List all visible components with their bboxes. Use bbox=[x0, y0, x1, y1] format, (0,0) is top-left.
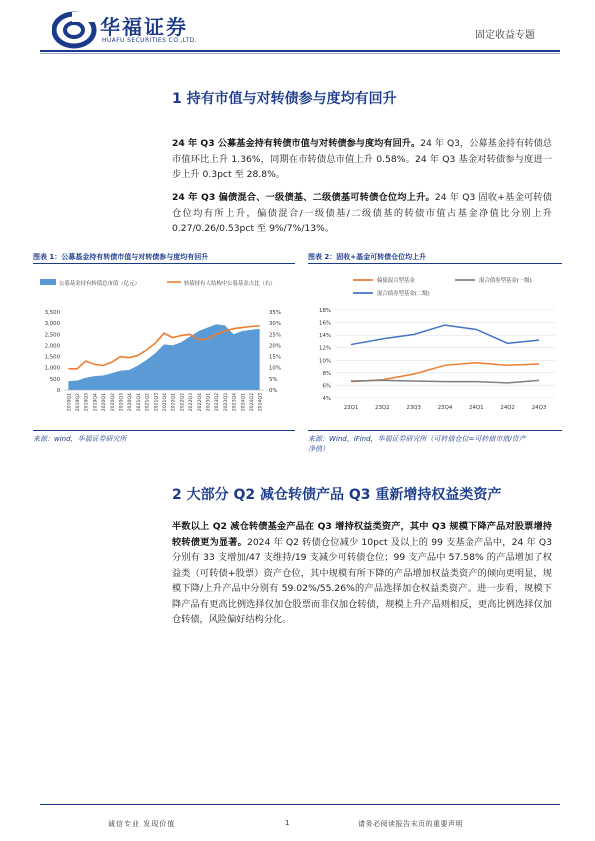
y-tick-label: 8% bbox=[322, 370, 331, 377]
y-left-tick-label: 3,000 bbox=[44, 321, 60, 328]
figure2-title: 图表 2：固收+基金可转债仓位均上升 bbox=[308, 253, 427, 261]
figure2-rule-bottom bbox=[308, 430, 562, 431]
footer-slogan: 诚信专业 发现价值 bbox=[108, 820, 176, 828]
y-right-tick-label: 35% bbox=[269, 310, 281, 316]
x-tick-label: 24Q2 bbox=[500, 405, 515, 411]
x-tick-label: 24Q3 bbox=[531, 405, 547, 411]
figure2-rule bbox=[308, 263, 562, 264]
x-tick-label: 2020Q1 bbox=[102, 393, 108, 412]
logo-emblem-icon bbox=[52, 10, 98, 50]
y-tick-label: 18% bbox=[319, 308, 331, 314]
series-line bbox=[351, 325, 539, 344]
y-right-tick-label: 30% bbox=[269, 321, 281, 328]
x-tick-label: 2021Q3 bbox=[154, 393, 160, 412]
y-tick-label: 16% bbox=[319, 320, 331, 327]
legend-label: 混合债券型基金(一级) bbox=[479, 278, 532, 284]
y-right-tick-label: 10% bbox=[269, 365, 281, 372]
x-tick-label: 2024Q1 bbox=[241, 393, 247, 412]
y-left-tick-label: 500 bbox=[49, 376, 60, 383]
x-tick-label: 2020Q2 bbox=[110, 393, 116, 412]
x-tick-label: 2023Q2 bbox=[215, 393, 221, 412]
x-tick-label: 2022Q3 bbox=[189, 393, 195, 412]
x-tick-label: 2024Q2 bbox=[249, 393, 255, 412]
footer-divider bbox=[40, 804, 560, 805]
series-line bbox=[351, 363, 539, 382]
x-tick-label: 23Q3 bbox=[406, 405, 421, 411]
x-tick-label: 24Q1 bbox=[469, 405, 484, 411]
header-divider bbox=[40, 50, 560, 52]
x-tick-label: 2022Q1 bbox=[171, 393, 177, 412]
legend-label: 偏债混合型基金 bbox=[377, 278, 415, 284]
x-tick-label: 2021Q2 bbox=[145, 393, 151, 412]
y-right-tick-label: 20% bbox=[269, 343, 281, 350]
section1-p2-lead: 24 年 Q3 偏债混合、一级债基、二级债基可转债仓位均上升。 bbox=[172, 192, 435, 203]
section1-title: 1 持有市值与对转债参与度均有回升 bbox=[172, 91, 397, 107]
legend-label-area: 公募基金持有转债总市值（亿元） bbox=[59, 281, 140, 287]
figure2-chart bbox=[305, 268, 565, 418]
y-right-tick-label: 25% bbox=[269, 332, 281, 339]
x-tick-label: 23Q1 bbox=[343, 405, 359, 411]
x-tick-label: 2019Q3 bbox=[84, 393, 90, 412]
series-line bbox=[351, 380, 539, 383]
logo-text-en: HUAFU SECURITIES CO.,LTD. bbox=[102, 37, 198, 44]
x-tick-label: 2021Q4 bbox=[163, 393, 168, 412]
section1-paragraph-2 bbox=[172, 190, 552, 237]
y-right-tick-label: 0% bbox=[269, 388, 278, 394]
figure2-source-line1: 来源：Wind，iFind，华福证券研究所（可转债仓位=可转债市值/资产 bbox=[308, 435, 526, 443]
x-tick-label: 2019Q1 bbox=[67, 393, 73, 412]
y-left-tick-label: 1,000 bbox=[44, 365, 60, 372]
figure1-rule bbox=[33, 263, 295, 264]
page-number: 1 bbox=[285, 819, 290, 827]
y-tick-label: 10% bbox=[319, 358, 331, 365]
legend-label-line: 转债持有人结构中公募基金占比（右） bbox=[184, 281, 276, 287]
x-tick-label: 2019Q2 bbox=[76, 393, 82, 412]
x-tick-label: 2022Q2 bbox=[180, 393, 186, 412]
section2-title: 2 大部分 Q2 减仓转债产品 Q3 重新增持权益类资产 bbox=[172, 487, 502, 503]
y-left-tick-label: 1,500 bbox=[44, 354, 60, 361]
y-tick-label: 6% bbox=[322, 383, 331, 390]
x-tick-label: 23Q2 bbox=[375, 405, 390, 411]
figure2-source bbox=[308, 434, 566, 454]
x-tick-label: 2019Q4 bbox=[93, 393, 99, 412]
y-left-tick-label: 2,000 bbox=[44, 343, 60, 350]
logo-text-cn: 华福证券 bbox=[100, 15, 188, 39]
y-tick-label: 12% bbox=[319, 345, 331, 352]
x-tick-label: 2023Q3 bbox=[223, 393, 229, 412]
x-tick-label: 2020Q4 bbox=[128, 393, 134, 412]
y-right-tick-label: 5% bbox=[269, 376, 278, 383]
x-tick-label: 2024Q3 bbox=[258, 393, 264, 412]
figure2-source-line2: 净值） bbox=[308, 445, 329, 453]
figure1-title: 图表 1：公募基金持有转债市值与对转债参与度均有回升 bbox=[33, 253, 209, 261]
y-left-tick-label: 3,500 bbox=[44, 310, 60, 316]
x-tick-label: 2022Q4 bbox=[197, 393, 203, 412]
section1-paragraph-1 bbox=[172, 136, 552, 183]
y-left-tick-label: 2,500 bbox=[44, 332, 60, 339]
section2-paragraph bbox=[172, 519, 552, 628]
section1-p1-body: 24 年 Q3，公募基金持有转债总市值环比上升 1.36%，同期在市转债总市值上升 0.58%。24 年 Q3 基金对转债参与度进一步上升 0.3pct 至 28.8%。 bbox=[172, 138, 552, 180]
report-type: 固定收益专题 bbox=[475, 30, 535, 41]
x-tick-label: 2020Q3 bbox=[119, 393, 125, 412]
figure1-rule-bottom bbox=[33, 430, 295, 431]
y-right-tick-label: 15% bbox=[269, 354, 281, 361]
x-tick-label: 23Q4 bbox=[437, 405, 453, 411]
section1-p2-body: 24 年 Q3 固收+基金可转债仓位均有所上升，偏债混合/一级债基/二级债基的转债市值占基金净值比分别上升 0.27/0.26/0.53pct 至 9%/7%/13%。 bbox=[172, 192, 552, 234]
figure1-chart bbox=[30, 268, 298, 428]
section2-p-lead: 半数以上 Q2 减仓转债基金产品在 Q3 增持权益类资产，其中 Q3 规模下降产品对股票增持较转债更为显著。 bbox=[172, 521, 552, 548]
section1-p1-lead: 24 年 Q3 公募基金持有转债市值与对转债参与度均有回升。 bbox=[172, 138, 421, 149]
x-tick-label: 2021Q1 bbox=[136, 393, 142, 412]
legend-label: 混合债券型基金(二级) bbox=[377, 291, 430, 297]
header-divider-thin bbox=[40, 53, 560, 54]
x-tick-label: 2023Q1 bbox=[206, 393, 212, 412]
footer-disclaimer: 请务必阅读报告末页的重要声明 bbox=[358, 820, 463, 828]
y-left-tick-label: 0 bbox=[56, 388, 60, 394]
y-tick-label: 14% bbox=[319, 333, 331, 340]
figure1-source: 来源：wind，华福证券研究所 bbox=[33, 435, 127, 443]
x-tick-label: 2023Q4 bbox=[232, 393, 238, 412]
section2-p-body: 2024 年 Q2 转债仓位减少 10pct 及以上的 99 支基金产品中，24 年 Q3 分别有 33 支增加/47 支维持/19 支减少可转债仓位；99 支产品中 57.58% 的产品增加了权益类（可转债+股票）资产仓位，其中规模有所下降的产品增加权益类资产的倾向更明显，规模下降/上升产品中分别有 59.02%/55.26%的产品选择加仓权益类资产。进一步看，规模下降产品有更高比例选择仅加仓股票而非仅加仓转债，规模上升产品则相反，更高比例选择仅加仓转债，风险偏好结构分化。 bbox=[172, 536, 552, 625]
legend-swatch-area bbox=[40, 279, 56, 285]
y-tick-label: 4% bbox=[322, 396, 331, 402]
